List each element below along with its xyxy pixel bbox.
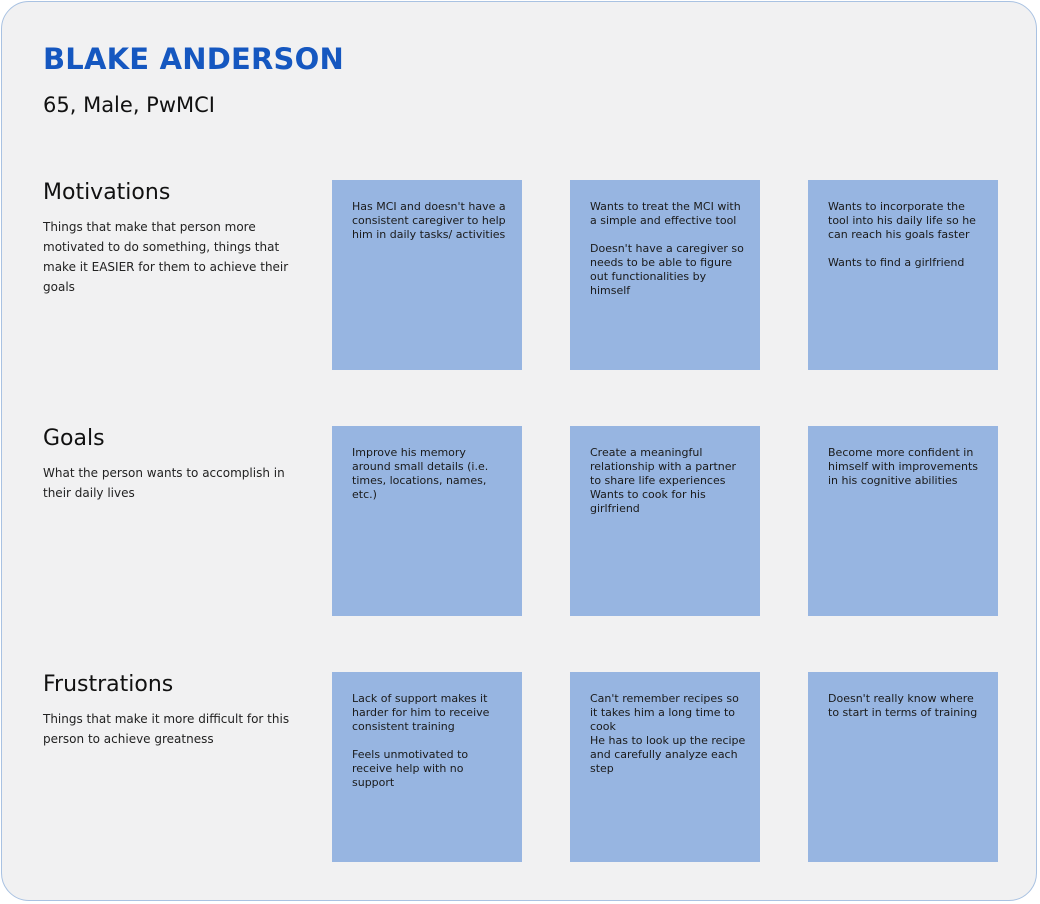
sticky-note-goal-1[interactable]: Improve his memory around small details (i.e. times, locations, names, etc.) [332, 426, 522, 616]
section-motivations [43, 180, 293, 297]
persona-board [1, 1, 1037, 901]
sticky-note-goal-2[interactable]: Create a meaningful relationship with a partner to share life experiences Wants to cook for his girlfriend [570, 426, 760, 616]
section-description-goals: What the person wants to accomplish in their daily lives [43, 466, 285, 500]
section-heading-goals: Goals [43, 426, 105, 451]
section-heading-motivations: Motivations [43, 180, 171, 205]
section-description-frustrations: Things that make it more difficult for this person to achieve greatness [43, 712, 290, 746]
sticky-note-motivation-1[interactable]: Has MCI and doesn't have a consistent caregiver to help him in daily tasks/ activities [332, 180, 522, 370]
sticky-note-frustration-1[interactable]: Lack of support makes it harder for him to receive consistent training Feels unmotivated to receive help with no support [332, 672, 522, 862]
sticky-note-goal-3[interactable]: Become more confident in himself with improvements in his cognitive abilities [808, 426, 998, 616]
section-description-motivations: Things that make that person more motivated to do something, things that make it EASIER for them to achieve their goals [43, 220, 289, 294]
section-frustrations [43, 672, 293, 749]
section-goals [43, 426, 293, 503]
sticky-note-frustration-2[interactable]: Can't remember recipes so it takes him a long time to cook He has to look up the recipe and carefully analyze each step [570, 672, 760, 862]
sticky-note-motivation-2[interactable]: Wants to treat the MCI with a simple and effective tool Doesn't have a caregiver so needs to be able to figure out functionalities by himself [570, 180, 760, 370]
sticky-note-frustration-3[interactable]: Doesn't really know where to start in terms of training [808, 672, 998, 862]
section-heading-frustrations: Frustrations [43, 672, 174, 697]
persona-subtitle: 65, Male, PwMCI [43, 93, 215, 117]
persona-name: BLAKE ANDERSON [43, 42, 344, 76]
sticky-note-motivation-3[interactable]: Wants to incorporate the tool into his daily life so he can reach his goals faster Wants to find a girlfriend [808, 180, 998, 370]
